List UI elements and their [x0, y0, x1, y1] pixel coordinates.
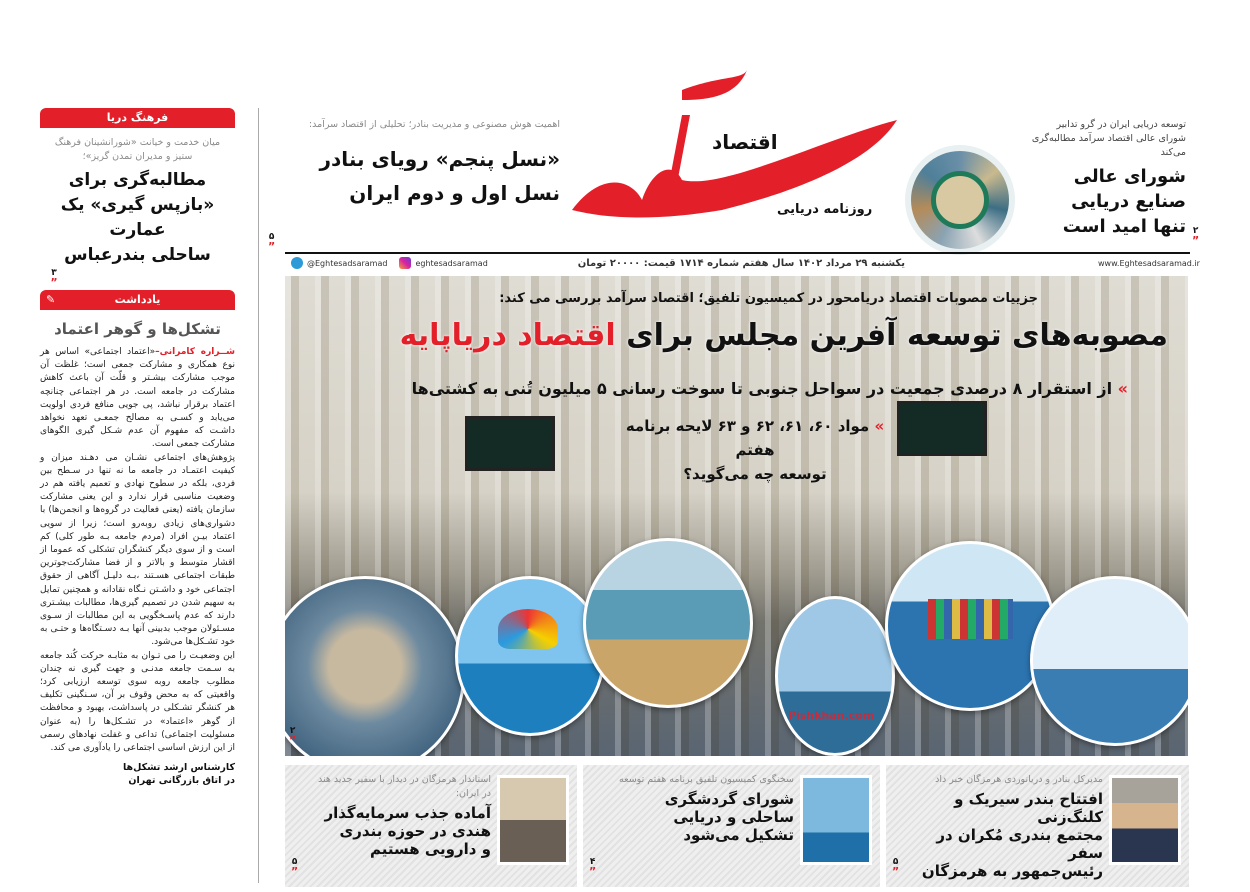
logo	[572, 70, 902, 230]
top-left-headline: «نسل پنجم» رویای بنادر نسل اول و دوم ایران	[319, 147, 560, 205]
main-bullet-2: » مواد ۶۰، ۶۱، ۶۲ و ۶۳ لایحه برنامه هفتم توسعه چه می‌گوید؟	[625, 417, 885, 483]
maritime-collage-image	[905, 145, 1015, 255]
fishermen-photo	[583, 538, 753, 708]
page-ref: ۵ ”	[291, 857, 299, 878]
sidebar	[40, 108, 235, 787]
instagram-icon[interactable]	[399, 257, 411, 269]
author: شــراره کامرانی–	[155, 347, 235, 357]
main-story[interactable]	[285, 276, 1188, 756]
section-label-note: یادداشت ✎	[40, 290, 235, 310]
main-bullet-1: » از استقرار ۸ درصدی جمعیت در سواحل جنوبی تا سوخت رسانی ۵ میلیون تُنی به کشتی‌ها	[411, 379, 1128, 398]
main-kicker: جزییات مصوبات اقتصاد دریامحور در کمیسیون تلفیق؛ اقتصاد سرآمد بررسی می کند:	[499, 291, 1038, 306]
dateline: یکشنبه ۲۹ مرداد ۱۴۰۲ سال هفتم شماره ۱۷۱۴ قیمت: ۲۰۰۰۰ تومان	[577, 258, 905, 269]
parasailing-photo	[455, 576, 605, 736]
parliament-screen	[465, 416, 555, 471]
page-ref: ۵ ”	[268, 232, 276, 253]
bottom-story-3-text: استاندار هرمزگان در دیدار با سفیر جدید هند در ایران: آماده جذب سرمایه‌گذار هندی در حوزه بندری و دارویی هستیم	[317, 774, 491, 858]
sidebar-headline[interactable]: مطالبه‌گری برای «بازپس گیری» یک عمارت ساحلی بندرعباس	[60, 170, 215, 265]
pencil-icon: ✎	[46, 293, 56, 306]
top-right-teaser[interactable]: توسعه دریایی ایران در گرو تدابیر شورای عالی اقتصاد سرآمد مطالبه‌گری می‌کند شورای عالی صنایع دریایی تنها امید است	[1028, 118, 1186, 239]
column-divider	[258, 108, 259, 883]
note-title: تشکل‌ها و گوهر اعتماد	[54, 320, 221, 338]
top-right-headline: شورای عالی صنایع دریایی تنها امید است	[1062, 166, 1186, 237]
note-body: شــراره کامرانی–«اعتماد اجتماعی» اساس هر نوع همکاری و مشارکت جمعی است؛ غلظت آن موجب مشارکت بیشـتر و قلّت آن باعث کاهش مشارکت در جامعه است. در هر اجتماعی چنانچه اعتماد برقرار نباشد، پی جویی منافع فردی اولویت می‌یابد و کسـی به مصالح جمعـی تعهد نخواهد داشـت که مفهوم آن عدم شـکل گیری الگوهای مشارکت جمعی است. پژوهش‌های اجتماعی نشـان می دهـند میزان و کیفیت اعتمـاد در جامعه ما نه تنها در سـطح بین فردی، بلکه در سطوح نهادی و تعمیم یافته هم در وضعیت مناسبی قرار ندارد و این یعنی مشارکت سازمان یافته (یعنی فعالیت در گروه‌ها و انجمن‌ها) با دشواری‌های زیادی روبه‌رو است؛ زیرا از سویی اعتماد بیـن افراد (مردم جامعه بـه طور کلی) کم است و از سوی دیگر کنشگران تشکلی که عموما از اقشار متوسط و بالاتر و از فضا مشارکت‌جوترین طبقات اجتماعی هسـتند ،بـه دلیـل آگاهی از حقوق اجتماعی خود و داشـتن نـگاه نقادانه و همچنین تمایل به سهیم شدن در تصمیم گیری‌ها، مطالبات بیشـتری دارند که عدم پاسـخگویی به این مطالبات از سـوی مسـئولان موجب بدبینی آنها بـه دسـتگاه‌ها و حتـی به خود تشـکل‌ها می‌شود. این وضعیـت را می تـوان به مثابـه حرکت کُند جامعه به سـمت جامعه مدنـی و جهت گیری نه چندان مطلوب جامعه روبه سوی توسعه ارزیابی کرد؛ واقعیتی که به محض وقوف بر آن، سـنگینی تکلیف هر کنشگر تشـکلی در پاسداشت، بهبود و محافظت از گوهر «اعتماد» در تشـکل‌ها را (به عنوان مسئولیت اجتماعی) تداعی و غفلت نهادهای رسمی از این ارزش اساسی اجتماعی را یادآوری می کند.	[40, 347, 235, 754]
social-links: @Eghtesadsaramad eghtesadsaramad	[291, 257, 488, 269]
offshore-platform-photo	[775, 596, 895, 756]
meeting-photo	[497, 775, 569, 865]
telegram-icon[interactable]	[291, 257, 303, 269]
masthead-rule	[285, 252, 1190, 254]
bottom-story-1[interactable]	[886, 765, 1189, 887]
bottom-story-2[interactable]	[583, 765, 880, 887]
page-ref: ۳ ”	[50, 268, 58, 289]
website[interactable]: www.Eghtesadsaramad.ir	[1098, 259, 1200, 268]
container-ship-photo	[885, 541, 1055, 711]
official-portrait-photo	[1109, 775, 1181, 865]
bottom-story-1-text: مدیرکل بنادر و دریانوردی هرمزگان خبر داد افتتاح بندر سیریک و کلنگ‌زنی مجتمع بندری مُکران در سفر رئیس‌جمهور به هرمزگان	[921, 774, 1103, 880]
sidebar-kicker: میان خدمت و خیانت «شورانشینان فرهنگ ستیز و مدیران تمدن گریز»؛	[54, 137, 221, 162]
tagline: روزنامه دریایی	[777, 202, 873, 217]
page-ref: ۲ ”	[1192, 226, 1200, 247]
wind-turbines-photo	[1030, 576, 1188, 746]
port-aerial-photo	[285, 576, 465, 756]
watermark: Pishkhan.com	[788, 709, 875, 722]
section-label-farhang-darya: فرهنگ دریا	[40, 108, 235, 128]
top-left-teaser[interactable]: اهمیت هوش مصنوعی و مدیریت بنادر؛ تحلیلی از اقتصاد سرآمد: «نسل پنجم» رویای بنادر نسل اول و دوم ایران	[285, 118, 560, 210]
page-ref: ۲ ”	[289, 726, 297, 747]
bottom-story-3[interactable]	[285, 765, 577, 887]
flyboard-photo	[800, 775, 872, 865]
main-headline: مصوبه‌های توسعه آفرین مجلس برای اقتصاد دریاپایه	[399, 318, 1168, 353]
logo-small-text: اقتصاد	[712, 130, 778, 154]
bottom-story-2-text: سخنگوی کمیسیون تلفیق برنامه هفتم توسعه شورای گردشگری ساحلی و دریایی تشکیل می‌شود	[619, 774, 794, 844]
page-ref: ۵ ”	[892, 857, 900, 878]
author-title: کارشناس ارشد تشکل‌ها در اتاق بازرگانی تهران	[122, 762, 235, 787]
page-ref: ۴ ”	[589, 857, 597, 878]
parliament-screen	[897, 401, 987, 456]
